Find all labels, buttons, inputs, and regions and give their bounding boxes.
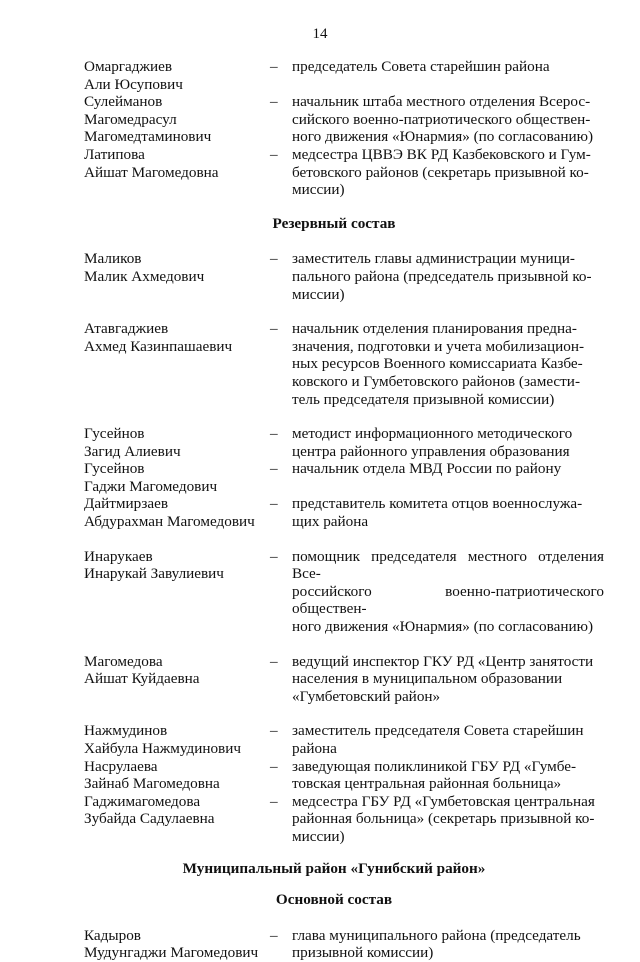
member-name — [84, 548, 270, 636]
member-name-line: Мудунгаджи Магомедович — [84, 944, 259, 962]
entry-spacer — [84, 636, 604, 653]
member-role-line: сийского военно-патриотического обществен- — [292, 110, 591, 128]
member-role — [292, 58, 604, 93]
dash-separator: – — [270, 425, 278, 443]
district-heading: Муниципальный район «Гунибский район» — [182, 859, 486, 877]
member-name-line: Омаргаджиев — [84, 58, 173, 75]
member-role — [292, 927, 604, 962]
dash-separator: – — [270, 145, 278, 163]
member-entry — [84, 793, 604, 846]
member-role-line: ного движения «Юнармия» (по согласованию) — [292, 128, 594, 146]
member-role-line: начальник отделения планирования предна- — [292, 320, 577, 338]
member-role-line: российского военно-патриотического обществен- — [292, 582, 604, 618]
member-name — [84, 93, 270, 146]
member-role-line: ведущий инспектор ГКУ РД «Центр занятости — [292, 652, 594, 670]
member-role — [292, 548, 604, 636]
member-role-line: ковского и Гумбетовского районов (замести- — [292, 372, 580, 390]
member-name-line: Кадыров — [84, 926, 141, 944]
member-role-line: представитель комитета отцов военнослужа- — [292, 495, 583, 513]
member-entry — [84, 250, 604, 303]
member-entry — [84, 146, 604, 199]
member-name-line: Атавгаджиев — [84, 320, 169, 338]
member-entry — [84, 548, 604, 636]
member-name-line: Гаджи Магомедович — [84, 477, 218, 495]
member-name-line: Айшат Куйдаевна — [84, 670, 200, 688]
member-name-line: Насрулаева — [84, 757, 158, 775]
member-name-line: Нажмудинов — [84, 722, 168, 740]
dash-separator: – — [270, 652, 278, 670]
member-name — [84, 460, 270, 495]
member-role — [292, 425, 604, 460]
entry-spacer — [84, 303, 604, 320]
member-name — [84, 58, 270, 93]
member-entry — [84, 927, 604, 962]
member-name — [84, 425, 270, 460]
member-role-line: помощник председателя местного отделения Все- — [292, 547, 604, 583]
member-name-line: Айшат Магомедовна — [84, 163, 219, 181]
dash-separator: – — [270, 547, 278, 565]
member-name-line: Латипова — [84, 145, 145, 163]
member-role-line: глава муниципального района (председатель — [292, 926, 581, 944]
member-name — [84, 250, 270, 303]
member-name — [84, 320, 270, 408]
member-name-line: Али Юсупович — [84, 75, 183, 93]
dash-separator: – — [270, 93, 278, 111]
member-name-line: Сулейманов — [84, 93, 163, 111]
member-name-line: Ахмед Казинпашаевич — [84, 337, 233, 355]
member-name-line: Маликов — [84, 250, 142, 268]
member-name-line: Загид Алиевич — [84, 442, 181, 460]
member-name — [84, 495, 270, 530]
member-role-line: щих района — [292, 513, 369, 531]
member-name-line: Гусейнов — [84, 460, 145, 478]
member-role-line: населения в муниципальном образовании — [292, 670, 563, 688]
member-name — [84, 793, 270, 846]
member-role-line: заместитель председателя Совета старейшин — [292, 722, 584, 740]
member-entry — [84, 758, 604, 793]
member-entry — [84, 653, 604, 706]
member-name — [84, 653, 270, 706]
member-role-line: пального района (председатель призывной ко- — [292, 267, 592, 285]
member-name-line: Дайтмирзаев — [84, 495, 169, 513]
member-role — [292, 460, 604, 495]
member-role-line: центра районного управления образования — [292, 442, 570, 460]
dash-separator: – — [270, 722, 278, 740]
member-entry — [84, 495, 604, 530]
member-name — [84, 146, 270, 199]
member-name-line: Гусейнов — [84, 425, 145, 443]
member-name-line: Магомедрасул — [84, 110, 177, 128]
dash-separator: – — [270, 792, 278, 810]
member-role-line: заместитель главы администрации муници- — [292, 250, 575, 268]
dash-separator: – — [270, 320, 278, 338]
main-staff-list — [84, 927, 604, 962]
reserve-list — [84, 250, 604, 845]
member-name-line: Зубайда Садулаевна — [84, 810, 215, 828]
member-role-line: миссии) — [292, 827, 345, 845]
member-name-line: Зайнаб Магомедовна — [84, 775, 220, 793]
member-role-line: заведующая поликлиникой ГБУ РД «Гумбе- — [292, 757, 577, 775]
dash-separator: – — [270, 250, 278, 268]
member-name-line: Инарукаев — [84, 547, 153, 565]
member-role — [292, 250, 604, 303]
member-role-line: медсестра ГБУ РД «Гумбетовская центральная — [292, 792, 595, 810]
member-role — [292, 146, 604, 199]
member-entry — [84, 320, 604, 408]
member-entry — [84, 425, 604, 460]
member-role — [292, 320, 604, 408]
page-number: 14 — [312, 26, 328, 42]
member-role-line: начальник отдела МВД России по району — [292, 460, 562, 478]
member-role-line: районная больница» (секретарь призывной ко- — [292, 810, 595, 828]
member-entry — [84, 93, 604, 146]
commission-list — [84, 58, 604, 199]
dash-separator: – — [270, 495, 278, 513]
entry-spacer — [84, 531, 604, 548]
member-role-line: миссии) — [292, 285, 345, 303]
member-role — [292, 495, 604, 530]
member-name-line: Магомедтаминович — [84, 128, 212, 146]
member-role-line: миссии) — [292, 181, 345, 199]
reserve-heading: Резервный состав — [272, 214, 396, 232]
dash-separator: – — [270, 58, 278, 75]
member-entry — [84, 58, 604, 93]
member-role-line: товская центральная районная больница» — [292, 775, 562, 793]
member-role — [292, 722, 604, 757]
member-role — [292, 653, 604, 706]
member-role — [292, 758, 604, 793]
member-name-line: Магомедова — [84, 652, 163, 670]
dash-separator: – — [270, 757, 278, 775]
member-name-line: Малик Ахмедович — [84, 267, 205, 285]
member-name-line: Гаджимагомедова — [84, 792, 201, 810]
member-name-line: Инарукай Завулиевич — [84, 565, 224, 583]
member-role-line: призывной комиссии) — [292, 944, 434, 962]
member-name — [84, 722, 270, 757]
member-name — [84, 758, 270, 793]
member-name — [84, 927, 270, 962]
member-role-line: начальник штаба местного отделения Всерос- — [292, 93, 591, 111]
document-body — [84, 58, 604, 962]
member-name-line: Абдурахман Магомедович — [84, 513, 255, 531]
member-role-line: медсестра ЦВВЭ ВК РД Казбековского и Гум- — [292, 145, 591, 163]
member-role-line: района — [292, 740, 337, 757]
member-entry — [84, 460, 604, 495]
member-name-line: Хайбула Нажмудинович — [84, 740, 241, 757]
member-role-line: «Гумбетовский район» — [292, 687, 441, 705]
dash-separator: – — [270, 926, 278, 944]
member-role-line: методист информационного методического — [292, 425, 573, 443]
member-entry — [84, 722, 604, 757]
member-role-line: бетовского районов (секретарь призывной ко- — [292, 163, 589, 181]
entry-spacer — [84, 705, 604, 722]
member-role-line: ных ресурсов Военного комиссариата Казбе- — [292, 355, 583, 373]
dash-separator: – — [270, 460, 278, 478]
member-role — [292, 93, 604, 146]
entry-spacer — [84, 408, 604, 425]
member-role-line: ного движения «Юнармия» (по согласованию) — [292, 618, 594, 636]
main-staff-heading: Основной состав — [275, 891, 393, 909]
member-role-line: тель председателя призывной комиссии) — [292, 390, 555, 408]
member-role — [292, 793, 604, 846]
member-role-line: председатель Совета старейшин района — [292, 58, 550, 75]
member-role-line: значения, подготовки и учета мобилизацион- — [292, 337, 585, 355]
